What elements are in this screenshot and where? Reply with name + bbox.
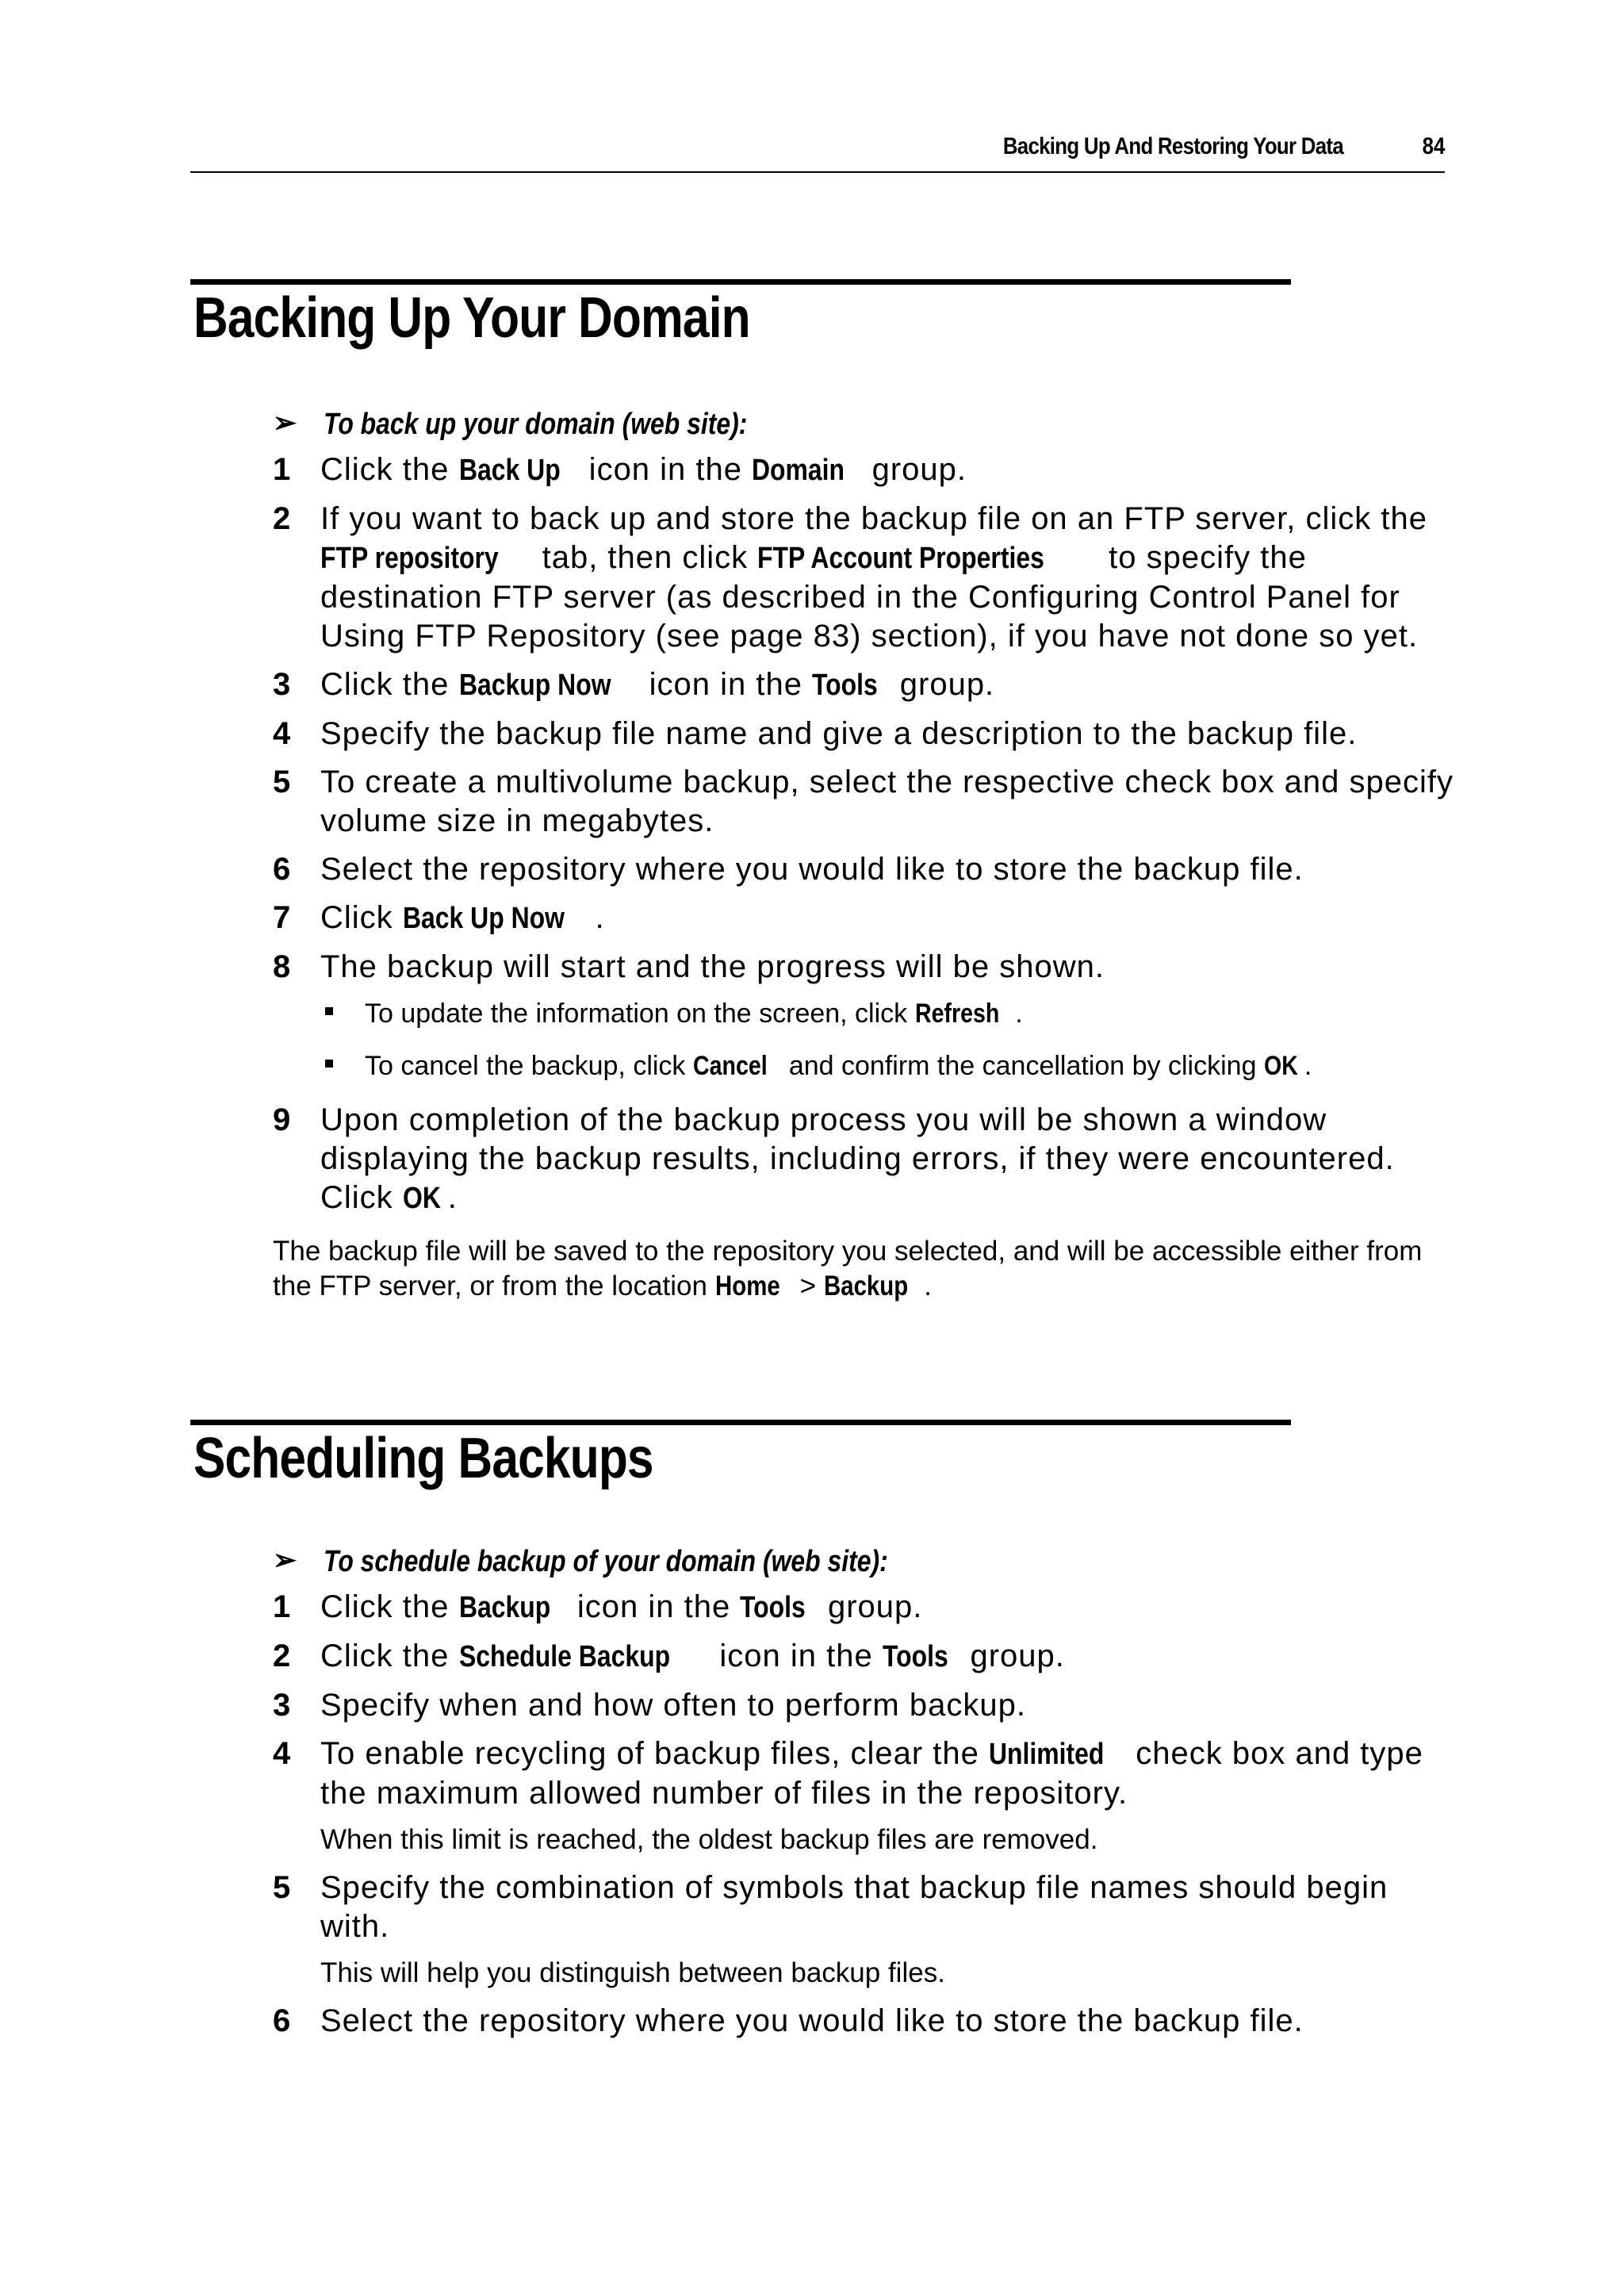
list-item: To update the information on the screen, click Refresh . [320,996,1462,1031]
step-5: 5 To create a multivolume backup, select the respective check box and specify volume size in megabytes. [273,765,1454,838]
ui-term: Backup [823,1271,909,1301]
step-9: 9 Upon completion of the backup process you will be shown a window displaying the backup results, including errors, if they were encountered. Click OK . [273,1101,1462,1218]
list-item: To cancel the backup, click Cancel and confirm the cancellation by clicking OK . [320,1048,1462,1083]
ui-term: FTP Account Properties [757,542,1045,575]
section-rule [190,1420,1291,1425]
ui-term: Backup Now [458,669,611,702]
section-heading-backing-up: Backing Up Your Domain [193,286,750,350]
ui-term: Back Up Now [402,902,565,935]
step-2: 2 Click the Schedule Backup icon in the Tools group. [273,1637,1462,1677]
procedure-backup [273,403,1462,1304]
ui-term: FTP repository [320,542,499,575]
square-bullet-icon [325,1007,333,1015]
running-header-title: Backing Up And Restoring Your Data [1002,133,1343,159]
step-4: 4 Specify the backup file name and give a description to the backup file. [273,716,1358,751]
arrow-bullet-icon: ➢ [273,1543,297,1576]
section-rule [190,279,1291,285]
closing-paragraph: The backup file will be saved to the repository you selected, and will be accessible either from the FTP server, or from the location Home > Backup . [273,1234,1462,1304]
ui-term: Schedule Backup [458,1640,670,1673]
step-1: 1 Click the Backup icon in the Tools group. [273,1588,1462,1627]
ui-term: Unlimited [989,1738,1105,1771]
procedure-title: ➢ To back up your domain (web site): [273,406,748,441]
ui-term: Tools [740,1591,806,1624]
square-bullet-icon [325,1060,333,1068]
ui-term: Back Up [458,454,561,487]
section-heading-scheduling: Scheduling Backups [193,1427,653,1490]
step-1: 1 Click the Back Up icon in the Domain group. [273,450,1462,490]
ui-term: Backup [458,1591,550,1624]
step-8: 8 The backup will start and the progress will be shown. [273,949,1105,984]
ui-term: Tools [812,669,878,702]
arrow-bullet-icon: ➢ [273,406,297,439]
ui-term: Refresh [914,999,999,1029]
step-8-bullets [320,996,1462,1083]
step-3: 3 Specify when and how often to perform backup. [273,1688,1026,1723]
ui-term: OK [1263,1051,1298,1081]
ui-term: Domain [752,454,845,487]
step-5: 5 Specify the combination of symbols that backup file names should begin with. [273,1870,1388,1944]
step-7: 7 Click Back Up Now . [273,899,1462,938]
step-note: When this limit is reached, the oldest backup files are removed. [320,1824,1098,1855]
step-4: 4 To enable recycling of backup files, clear the Unlimited check box and type the maximum allowed number of files in the repository. [273,1736,1423,1811]
ui-term: Tools [882,1640,948,1673]
step-6: 6 Select the repository where you would like to store the backup file. [273,2003,1304,2038]
step-6: 6 Select the repository where you would like to store the backup file. [273,852,1304,887]
procedure-schedule [273,1540,1462,2050]
page-number: 84 [1422,133,1445,159]
running-header [190,133,1445,173]
ui-term: Cancel [692,1051,768,1081]
step-note: This will help you distinguish between backup files. [320,1957,945,1988]
ui-term: Home [714,1271,780,1301]
step-3: 3 Click the Backup Now icon in the Tools group. [273,665,1462,705]
ui-term: OK [402,1182,441,1215]
procedure-title: ➢ To schedule backup of your domain (web site): [273,1543,888,1578]
step-2: 2 If you want to back up and store the backup file on an FTP server, click the FTP repository tab, then click FTP Account Properties to specify the destination FTP server (as described in the Configuring Control Panel for Using FTP Repository (see page 83) section), if you have not done so yet. [273,501,1427,654]
